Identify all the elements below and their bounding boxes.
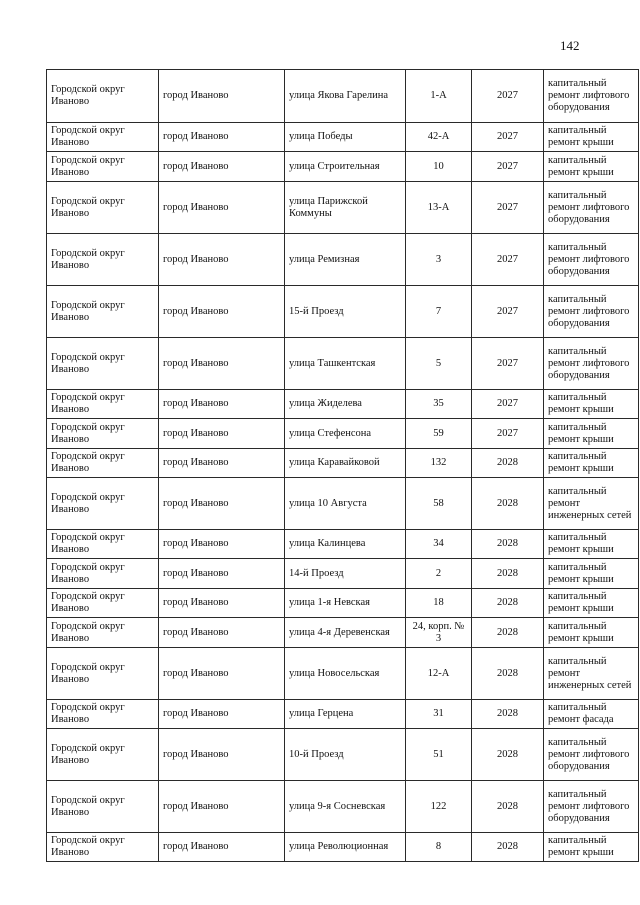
street-cell: улица Жиделева (285, 390, 406, 419)
work-type-cell: капитальный ремонт крыши (544, 419, 639, 449)
street-cell: улица Победы (285, 123, 406, 152)
table-row (47, 478, 639, 530)
settlement-cell: город Иваново (159, 648, 285, 700)
work-type-cell: капитальный ремонт лифтового оборудования (544, 338, 639, 390)
house-number-cell: 51 (406, 729, 472, 781)
year-cell: 2028 (472, 833, 544, 862)
year-cell: 2028 (472, 559, 544, 589)
municipality-cell: Городской округ Иваново (47, 700, 159, 729)
settlement-cell: город Иваново (159, 618, 285, 648)
year-cell: 2028 (472, 729, 544, 781)
work-type-cell: капитальный ремонт крыши (544, 589, 639, 618)
year-cell: 2027 (472, 182, 544, 234)
house-number-cell: 10 (406, 152, 472, 182)
street-cell: 14-й Проезд (285, 559, 406, 589)
house-number-cell: 59 (406, 419, 472, 449)
street-cell: улица Парижской Коммуны (285, 182, 406, 234)
work-type-cell: капитальный ремонт лифтового оборудования (544, 781, 639, 833)
municipality-cell: Городской округ Иваново (47, 781, 159, 833)
settlement-cell: город Иваново (159, 286, 285, 338)
street-cell: улица Герцена (285, 700, 406, 729)
table-row (47, 419, 639, 449)
table-row (47, 729, 639, 781)
settlement-cell: город Иваново (159, 833, 285, 862)
year-cell: 2027 (472, 338, 544, 390)
work-type-cell: капитальный ремонт лифтового оборудования (544, 729, 639, 781)
settlement-cell: город Иваново (159, 478, 285, 530)
table-row (47, 286, 639, 338)
table-row (47, 648, 639, 700)
settlement-cell: город Иваново (159, 70, 285, 123)
street-cell: улица Ташкентская (285, 338, 406, 390)
work-type-cell: капитальный ремонт крыши (544, 449, 639, 478)
work-type-cell: капитальный ремонт крыши (544, 390, 639, 419)
work-type-cell: капитальный ремонт крыши (544, 833, 639, 862)
house-number-cell: 18 (406, 589, 472, 618)
municipality-cell: Городской округ Иваново (47, 478, 159, 530)
house-number-cell: 24, корп. № 3 (406, 618, 472, 648)
municipality-cell: Городской округ Иваново (47, 618, 159, 648)
year-cell: 2028 (472, 449, 544, 478)
municipality-cell: Городской округ Иваново (47, 286, 159, 338)
settlement-cell: город Иваново (159, 234, 285, 286)
street-cell: 10-й Проезд (285, 729, 406, 781)
work-type-cell: капитальный ремонт крыши (544, 152, 639, 182)
municipality-cell: Городской округ Иваново (47, 234, 159, 286)
work-type-cell: капитальный ремонт лифтового оборудования (544, 234, 639, 286)
work-type-cell: капитальный ремонт крыши (544, 618, 639, 648)
house-number-cell: 2 (406, 559, 472, 589)
table-row (47, 123, 639, 152)
municipality-cell: Городской округ Иваново (47, 449, 159, 478)
house-number-cell: 132 (406, 449, 472, 478)
house-number-cell: 58 (406, 478, 472, 530)
municipality-cell: Городской округ Иваново (47, 729, 159, 781)
house-number-cell: 12-А (406, 648, 472, 700)
table-row (47, 390, 639, 419)
table-row (47, 70, 639, 123)
municipality-cell: Городской округ Иваново (47, 833, 159, 862)
house-number-cell: 122 (406, 781, 472, 833)
year-cell: 2028 (472, 781, 544, 833)
year-cell: 2028 (472, 648, 544, 700)
settlement-cell: город Иваново (159, 781, 285, 833)
year-cell: 2028 (472, 530, 544, 559)
page-number: 142 (560, 38, 580, 53)
street-cell: 15-й Проезд (285, 286, 406, 338)
table-row (47, 152, 639, 182)
settlement-cell: город Иваново (159, 123, 285, 152)
year-cell: 2027 (472, 286, 544, 338)
work-type-cell: капитальный ремонт лифтового оборудования (544, 182, 639, 234)
table-row (47, 781, 639, 833)
street-cell: улица Каравайковой (285, 449, 406, 478)
street-cell: улица 9-я Сосневская (285, 781, 406, 833)
year-cell: 2028 (472, 700, 544, 729)
street-cell: улица Ремизная (285, 234, 406, 286)
settlement-cell: город Иваново (159, 152, 285, 182)
settlement-cell: город Иваново (159, 182, 285, 234)
municipality-cell: Городской округ Иваново (47, 390, 159, 419)
municipality-cell: Городской округ Иваново (47, 70, 159, 123)
year-cell: 2028 (472, 618, 544, 648)
settlement-cell: город Иваново (159, 530, 285, 559)
house-number-cell: 42-А (406, 123, 472, 152)
work-type-cell: капитальный ремонт инженерных сетей (544, 648, 639, 700)
table-row (47, 234, 639, 286)
municipality-cell: Городской округ Иваново (47, 648, 159, 700)
work-type-cell: капитальный ремонт фасада (544, 700, 639, 729)
municipality-cell: Городской округ Иваново (47, 152, 159, 182)
settlement-cell: город Иваново (159, 449, 285, 478)
house-number-cell: 1-А (406, 70, 472, 123)
municipality-cell: Городской округ Иваново (47, 419, 159, 449)
house-number-cell: 3 (406, 234, 472, 286)
settlement-cell: город Иваново (159, 589, 285, 618)
table-row (47, 182, 639, 234)
settlement-cell: город Иваново (159, 559, 285, 589)
work-type-cell: капитальный ремонт лифтового оборудования (544, 70, 639, 123)
house-number-cell: 5 (406, 338, 472, 390)
house-number-cell: 35 (406, 390, 472, 419)
table-row (47, 589, 639, 618)
street-cell: улица Якова Гарелина (285, 70, 406, 123)
table-row (47, 700, 639, 729)
street-cell: улица 1-я Невская (285, 589, 406, 618)
table-row (47, 833, 639, 862)
house-number-cell: 13-А (406, 182, 472, 234)
table-row (47, 530, 639, 559)
year-cell: 2027 (472, 123, 544, 152)
work-type-cell: капитальный ремонт инженерных сетей (544, 478, 639, 530)
street-cell: улица Стефенсона (285, 419, 406, 449)
work-type-cell: капитальный ремонт крыши (544, 530, 639, 559)
table-row (47, 618, 639, 648)
municipality-cell: Городской округ Иваново (47, 182, 159, 234)
work-type-cell: капитальный ремонт крыши (544, 559, 639, 589)
municipality-cell: Городской округ Иваново (47, 338, 159, 390)
work-type-cell: капитальный ремонт лифтового оборудования (544, 286, 639, 338)
settlement-cell: город Иваново (159, 729, 285, 781)
settlement-cell: город Иваново (159, 390, 285, 419)
year-cell: 2027 (472, 390, 544, 419)
house-number-cell: 31 (406, 700, 472, 729)
house-number-cell: 34 (406, 530, 472, 559)
street-cell: улица Революционная (285, 833, 406, 862)
repair-schedule-table (46, 69, 639, 862)
settlement-cell: город Иваново (159, 700, 285, 729)
street-cell: улица 10 Августа (285, 478, 406, 530)
year-cell: 2028 (472, 478, 544, 530)
work-type-cell: капитальный ремонт крыши (544, 123, 639, 152)
settlement-cell: город Иваново (159, 419, 285, 449)
year-cell: 2027 (472, 70, 544, 123)
street-cell: улица Калинцева (285, 530, 406, 559)
house-number-cell: 8 (406, 833, 472, 862)
table-row (47, 559, 639, 589)
table-row (47, 338, 639, 390)
street-cell: улица Строительная (285, 152, 406, 182)
street-cell: улица Новосельская (285, 648, 406, 700)
house-number-cell: 7 (406, 286, 472, 338)
year-cell: 2028 (472, 589, 544, 618)
municipality-cell: Городской округ Иваново (47, 559, 159, 589)
municipality-cell: Городской округ Иваново (47, 123, 159, 152)
settlement-cell: город Иваново (159, 338, 285, 390)
municipality-cell: Городской округ Иваново (47, 589, 159, 618)
year-cell: 2027 (472, 152, 544, 182)
year-cell: 2027 (472, 419, 544, 449)
year-cell: 2027 (472, 234, 544, 286)
table-row (47, 449, 639, 478)
street-cell: улица 4-я Деревенская (285, 618, 406, 648)
municipality-cell: Городской округ Иваново (47, 530, 159, 559)
